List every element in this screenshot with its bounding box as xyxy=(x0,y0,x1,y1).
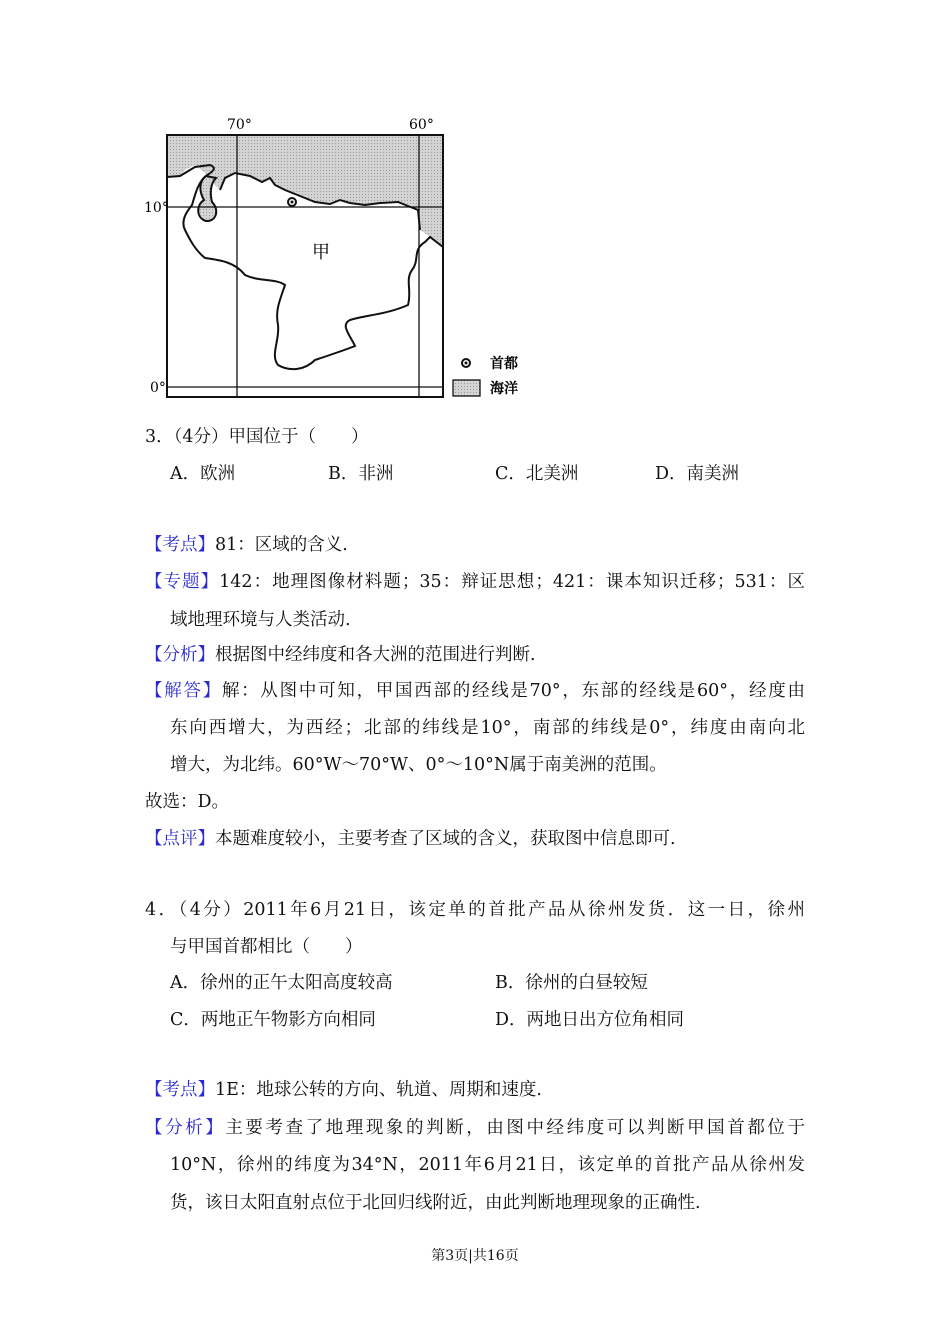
q3-zhuanti xyxy=(145,571,805,593)
jieda-tag: 【解答】 xyxy=(145,681,222,701)
fenxi-tag: 【分析】 xyxy=(145,1118,226,1138)
zhuanti-tag: 【专题】 xyxy=(145,572,220,592)
q3-jieda xyxy=(145,680,805,702)
lat-label-10: 10° xyxy=(144,200,169,216)
legend-capital-label: 首都 xyxy=(490,356,518,372)
q4-option-a: A．徐州的正午太阳高度较高 xyxy=(170,973,393,993)
lat-label-0: 0° xyxy=(150,380,166,396)
kaodian-text: 81：区域的含义. xyxy=(215,535,348,555)
q4-option-b: B．徐州的白昼较短 xyxy=(495,973,648,993)
q3-option-b: B．非洲 xyxy=(328,464,394,484)
lon-label-70: 70° xyxy=(227,117,252,133)
legend-ocean-label: 海洋 xyxy=(490,381,518,397)
q4-option-c: C．两地正午物影方向相同 xyxy=(170,1010,376,1030)
kaodian-tag: 【考点】 xyxy=(145,1080,215,1100)
kaodian-text: 1E：地球公转的方向、轨道、周期和速度. xyxy=(215,1080,542,1100)
q4-kaodian xyxy=(145,1079,542,1101)
fenxi-text-2: 10°N，徐州的纬度为34°N，2011年6月21日，该定单的首批产品从徐州发 xyxy=(170,1155,805,1175)
jieda-text-3: 增大，为北纬。60°W～70°W、0°～10°N属于南美洲的范围。 xyxy=(170,755,667,775)
q3-dianping xyxy=(145,828,676,850)
q4-fenxi xyxy=(145,1117,805,1139)
zhuanti-text-1: 142：地理图像材料题；35：辩证思想；421：课本知识迁移；531：区 xyxy=(219,572,805,592)
q3-kaodian xyxy=(145,534,348,556)
q4-stem-1: 4．（4分）2011年6月21日，该定单的首批产品从徐州发货．这一日，徐州 xyxy=(145,900,805,920)
q3-answer: 故选：D。 xyxy=(145,792,230,812)
legend-ocean-swatch xyxy=(453,380,480,396)
fenxi-text-1: 主要考查了地理现象的判断，由图中经纬度可以判断甲国首都位于 xyxy=(225,1118,805,1138)
fenxi-text-3: 货，该日太阳直射点位于北回归线附近，由此判断地理现象的正确性. xyxy=(170,1193,701,1213)
q3-option-d: D．南美洲 xyxy=(655,464,740,484)
fenxi-tag: 【分析】 xyxy=(145,645,215,665)
jieda-text-1: 解：从图中可知，甲国西部的经线是70°，东部的经线是60°，经度由 xyxy=(221,681,805,701)
q3-option-a: A．欧洲 xyxy=(170,464,236,484)
q3-option-c: C．北美洲 xyxy=(495,464,579,484)
q4-stem-2: 与甲国首都相比（ ） xyxy=(170,937,363,957)
q3-stem: 3．（4分）甲国位于（ ） xyxy=(145,427,369,447)
zhuanti-text-2: 域地理环境与人类活动. xyxy=(170,610,351,630)
page-footer: 第3页|共16页 xyxy=(431,1248,519,1264)
q3-fenxi xyxy=(145,644,536,666)
jieda-text-2: 东向西增大，为西经；北部的纬线是10°，南部的纬线是0°，纬度由南向北 xyxy=(170,718,805,738)
country-label: 甲 xyxy=(312,242,330,263)
lon-label-60: 60° xyxy=(409,117,434,133)
dianping-tag: 【点评】 xyxy=(145,829,215,849)
q4-option-d: D．两地日出方位角相同 xyxy=(495,1010,685,1030)
venezuela-map xyxy=(140,110,540,410)
kaodian-tag: 【考点】 xyxy=(145,535,215,555)
dianping-text: 本题难度较小，主要考查了区域的含义，获取图中信息即可. xyxy=(215,829,676,849)
fenxi-text: 根据图中经纬度和各大洲的范围进行判断. xyxy=(215,645,536,665)
